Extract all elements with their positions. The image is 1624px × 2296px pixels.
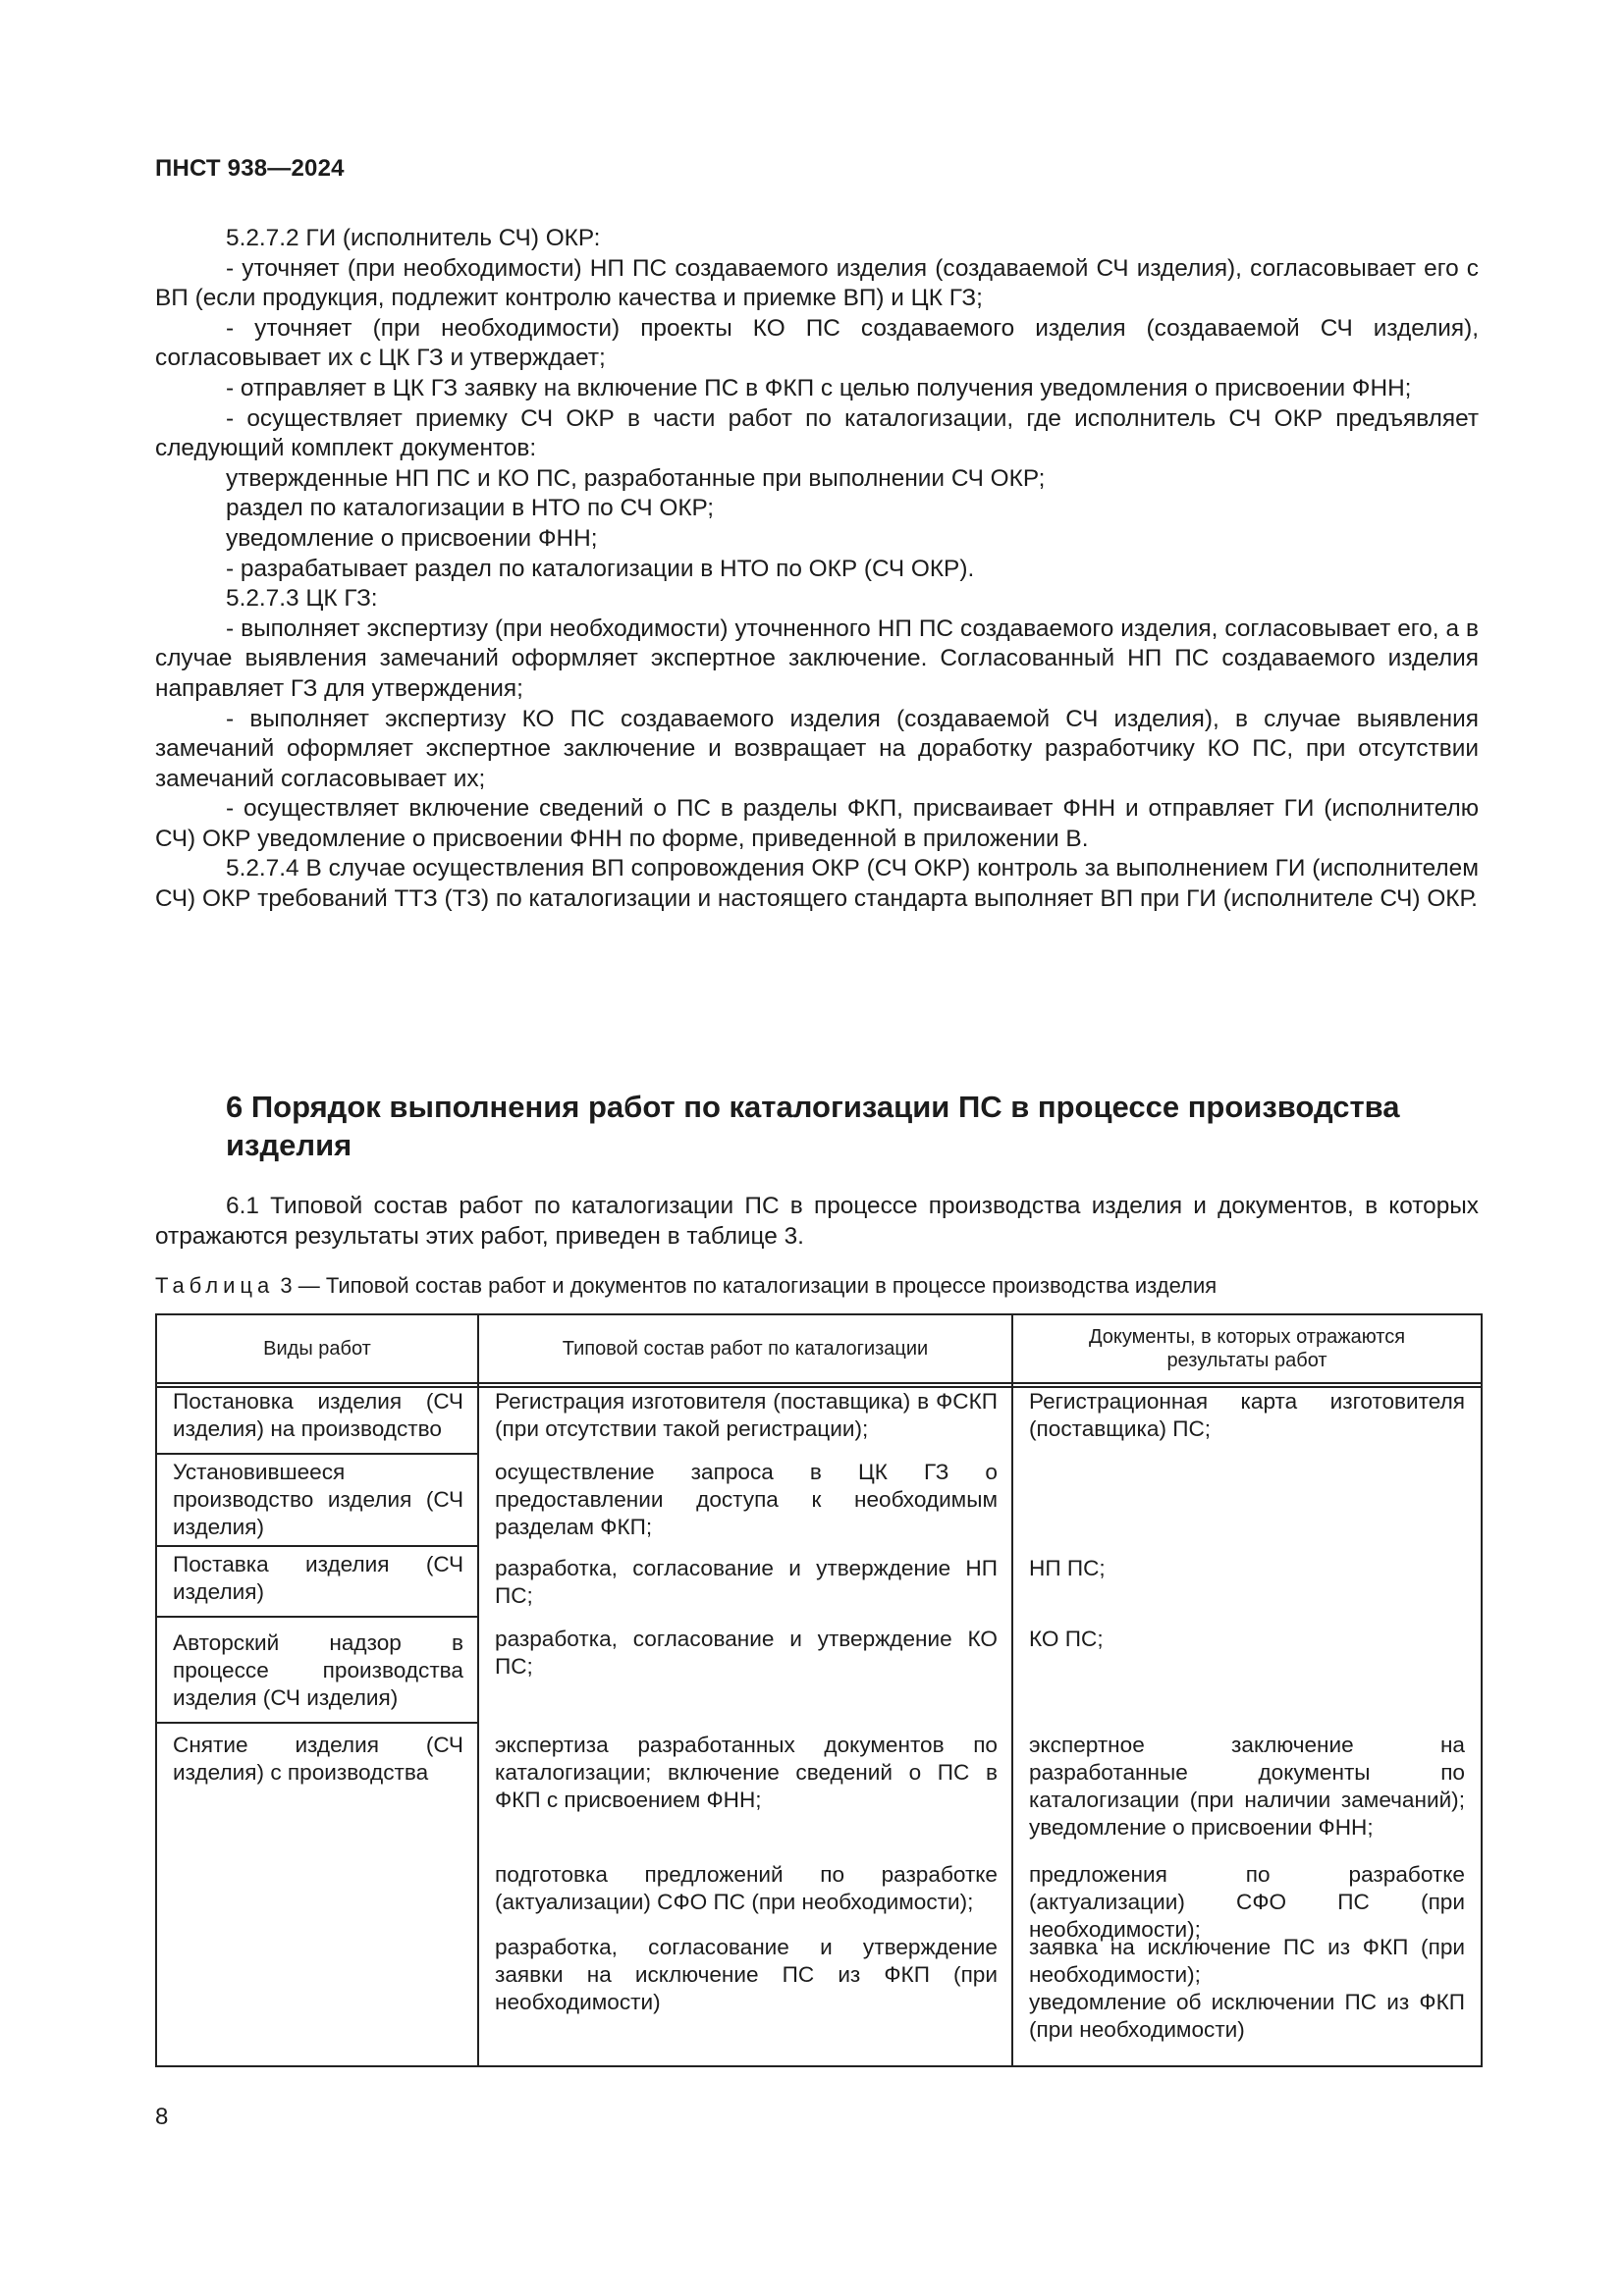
paragraph: 5.2.7.4 В случае осуществления ВП сопровождения ОКР (СЧ ОКР) контроль за выполнением ГИ (исполнителем СЧ) ОКР требований ТТЗ (ТЗ) по каталогизации и настоящего стандарта выполняет ВП при ГИ (исполнителе СЧ) ОКР. [155,855,1479,913]
paragraph: раздел по каталогизации в НТО по СЧ ОКР; [226,495,715,522]
table-caption [155,1273,1217,1299]
table-cell-work-type: Установившееся производство изделия (СЧ изделия) [173,1460,463,1539]
paragraph: - осуществляет приемку СЧ ОКР в части работ по каталогизации, где исполнитель СЧ ОКР предъявляет следующий комплект документов: [155,404,1479,462]
table-cell-work-composition: подготовка предложений по разработке (актуализации) СФО ПС (при необходимости); [495,1862,998,1914]
table-header-work-types: Виды работ [263,1338,371,1360]
table-caption-text: 3 — Типовой состав работ и документов по каталогизации в процессе производства изделия [280,1273,1218,1298]
table-cell-work-composition: Регистрация изготовителя (поставщика) в ФСКП (при отсутствии такой регистрации); [495,1389,998,1441]
table-cell-document: заявка на исключение ПС из ФКП (при необходимости); [1029,1935,1465,1987]
paragraph: - разрабатывает раздел по каталогизации в НТО по ОКР (СЧ ОКР). [226,555,975,582]
table-header-work-composition: Типовой состав работ по каталогизации [562,1338,929,1360]
table-column-divider [1011,1315,1013,2065]
paragraph: - уточняет (при необходимости) НП ПС создаваемого изделия (создаваемой СЧ изделия), согласовывает его с ВП (если продукция, подлежит контролю качества и приемке ВП) и ЦК ГЗ; [155,254,1479,312]
paragraph: уведомление о присвоении ФНН; [226,524,598,552]
table-cell-work-composition: разработка, согласование и утверждение заявки на исключение ПС из ФКП (при необходимости) [495,1935,998,2014]
table-cell-document: НП ПС; [1029,1556,1106,1580]
document-header: ПНСТ 938—2024 [155,155,345,182]
table-column-divider [477,1315,479,2065]
paragraph: - выполняет экспертизу КО ПС создаваемого изделия (создаваемой СЧ изделия), в случае выявления замечаний оформляет экспертное заключение и возвращает на доработку разработчику КО ПС, при отсутствии замечаний согласовывает их; [155,705,1479,792]
table-cell-work-composition: разработка, согласование и утверждение КО ПС; [495,1627,998,1679]
table-cell-work-type: Снятие изделия (СЧ изделия) с производства [173,1733,463,1785]
table-header-divider [157,1382,1481,1384]
table-cell-document: экспертное заключение на разработанные документы по каталогизации (при наличии замечаний); уведомление о присвоении ФНН; [1029,1733,1465,1840]
table-row-divider [157,1722,477,1724]
table-cell-work-composition: разработка, согласование и утверждение НП ПС; [495,1556,998,1608]
paragraph: утвержденные НП ПС и КО ПС, разработанные при выполнении СЧ ОКР; [226,464,1046,492]
section-intro [155,1192,1479,1252]
paragraph: - выполняет экспертизу (при необходимости) уточненного НП ПС создаваемого изделия, согласовывает его, а в случае выявления замечаний оформляет экспертное заключение. Согласованный НП ПС создаваемого изделия направляет ГЗ для утверждения; [155,614,1479,702]
table-cell-work-type: Постановка изделия (СЧ изделия) на производство [173,1389,463,1441]
paragraph: - осуществляет включение сведений о ПС в разделы ФКП, присваивает ФНН и отправляет ГИ (исполнителю СЧ) ОКР уведомление о присвоении ФНН по форме, приведенной в приложении В. [155,795,1479,852]
body-text [155,224,1479,915]
works-table [155,1313,1483,2067]
table-cell-document: уведомление об исключении ПС из ФКП (при необходимости) [1029,1990,1465,2042]
table-header-documents: Документы, в которых отражаются результаты работ [1088,1326,1406,1371]
table-cell-document: Регистрационная карта изготовителя (поставщика) ПС; [1029,1389,1465,1441]
page-number: 8 [155,2104,169,2130]
table-cell-work-type: Поставка изделия (СЧ изделия) [173,1552,463,1604]
table-caption-label: Таблица [155,1273,275,1298]
table-cell-work-composition: осуществление запроса в ЦК ГЗ о предоставлении доступа к необходимым разделам ФКП; [495,1460,998,1539]
table-cell-work-type: Авторский надзор в процессе производства изделия (СЧ изделия) [173,1630,463,1710]
table-cell-document: предложения по разработке (актуализации) СФО ПС (при необходимости); [1029,1862,1465,1942]
table-cell-work-composition: экспертиза разработанных документов по каталогизации; включение сведений о ПС в ФКП с присвоением ФНН; [495,1733,998,1812]
table-cell-document: КО ПС; [1029,1627,1104,1651]
paragraph: 5.2.7.3 ЦК ГЗ: [226,585,378,613]
paragraph: - уточняет (при необходимости) проекты КО ПС создаваемого изделия (создаваемой СЧ изделия), согласовывает их с ЦК ГЗ и утверждает; [155,314,1479,372]
table-row-divider [157,1545,477,1547]
paragraph: - отправляет в ЦК ГЗ заявку на включение ПС в ФКП с целью получения уведомления о присвоении ФНН; [226,374,1412,401]
paragraph: 6.1 Типовой состав работ по каталогизации ПС в процессе производства изделия и документов, в которых отражаются результаты этих работ, приведен в таблице 3. [155,1193,1479,1250]
section-title: 6 Порядок выполнения работ по каталогизации ПС в процессе производства изделия [226,1090,1400,1162]
table-row-divider [157,1616,477,1618]
paragraph: 5.2.7.2 ГИ (исполнитель СЧ) ОКР: [226,225,601,251]
table-row-divider [157,1453,477,1455]
